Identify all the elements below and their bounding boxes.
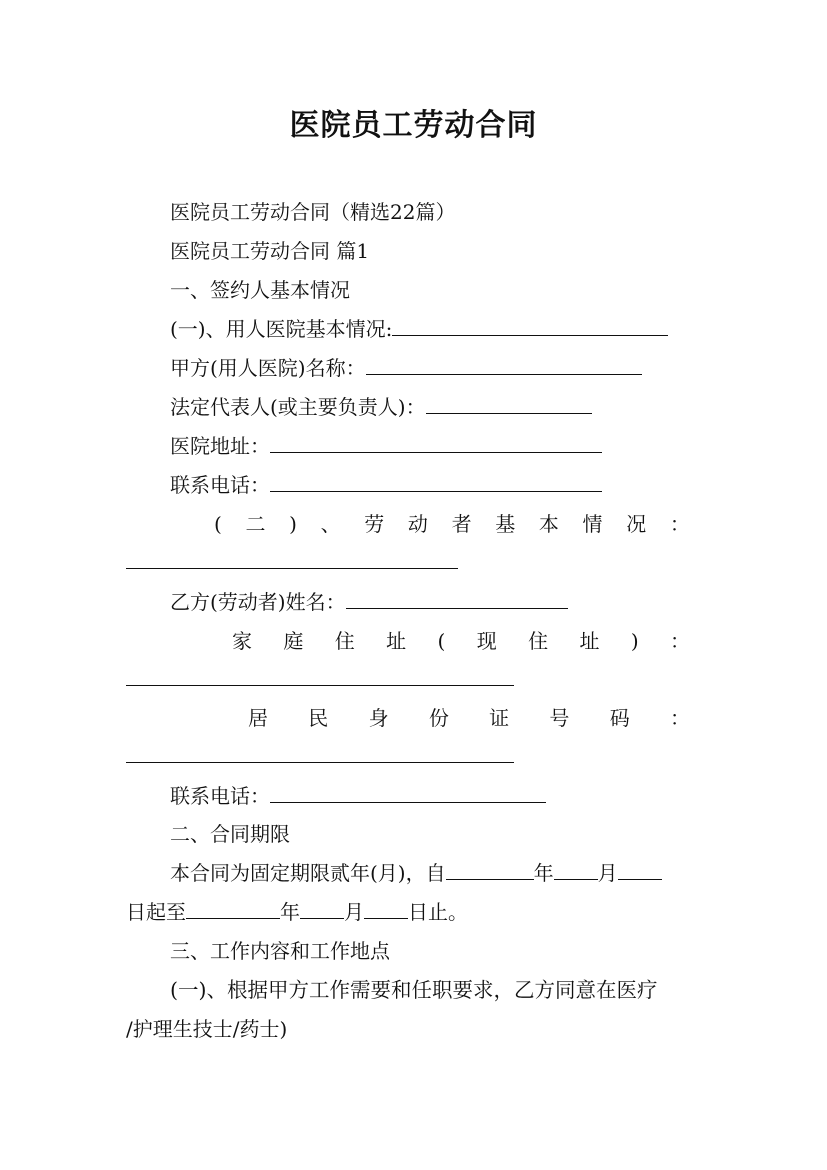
- char: 况: [626, 512, 647, 536]
- year-unit: 年: [280, 900, 300, 924]
- worker-name-blank[interactable]: [346, 588, 568, 609]
- id-number-heading: [248, 704, 690, 732]
- worker-phone-label: 联系电话：: [170, 784, 270, 808]
- employer-phone-label: 联系电话：: [170, 473, 270, 497]
- hospital-address-line: [170, 432, 602, 460]
- hospital-address-blank[interactable]: [270, 432, 602, 453]
- char: 号: [549, 706, 570, 730]
- char: 码: [609, 706, 630, 730]
- clause-heading: 二、合同期限: [170, 822, 290, 846]
- char: 住: [528, 629, 549, 653]
- clause-heading: 一、签约人基本情况: [170, 278, 350, 302]
- home-address-blank[interactable]: [126, 685, 514, 686]
- month-unit: 月: [344, 900, 364, 924]
- char: ：: [669, 512, 690, 536]
- char: ): [630, 629, 639, 653]
- char: 民: [308, 706, 329, 730]
- term-line-2: [126, 898, 468, 926]
- char: 基: [495, 512, 516, 536]
- subtitle-line: 医院员工劳动合同（精选22篇）: [170, 200, 456, 224]
- char: 情: [582, 512, 603, 536]
- char: 份: [428, 706, 449, 730]
- clause-heading: 三、工作内容和工作地点: [170, 939, 390, 963]
- char: 二: [245, 512, 266, 536]
- employer-info-label: (一)、用人医院基本情况:: [170, 317, 393, 341]
- char: 、: [320, 512, 341, 536]
- worker-name-line: [170, 588, 568, 616]
- start-month-blank[interactable]: [554, 859, 598, 880]
- month-unit: 月: [597, 861, 618, 885]
- legal-rep-label: 法定代表人(或主要负责人)：: [170, 395, 426, 419]
- char: 劳: [364, 512, 385, 536]
- term-text: 本合同为固定期限贰年(月)，自: [170, 861, 446, 885]
- char: 址: [579, 629, 600, 653]
- employer-name-blank[interactable]: [366, 354, 642, 375]
- char: ：: [670, 629, 690, 653]
- end-month-blank[interactable]: [300, 898, 344, 919]
- body-text: (一)、根据甲方工作需要和任职要求，乙方同意在医疗: [170, 978, 658, 1002]
- document-title: 医院员工劳动合同: [289, 108, 538, 143]
- char: 居: [248, 706, 268, 730]
- section-heading: 医院员工劳动合同 篇1: [170, 239, 370, 263]
- legal-rep-line: [170, 393, 592, 421]
- worker-name-label: 乙方(劳动者)姓名：: [170, 590, 346, 614]
- char: (: [437, 629, 446, 653]
- char: 住: [334, 629, 355, 653]
- year-unit: 年: [533, 861, 554, 885]
- end-day-blank[interactable]: [364, 898, 408, 919]
- employer-phone-blank[interactable]: [270, 471, 602, 492]
- term-line-1: [170, 859, 662, 887]
- term-text: 日起至: [126, 900, 186, 924]
- home-address-heading: [232, 627, 690, 655]
- start-day-blank[interactable]: [618, 859, 662, 880]
- hospital-address-label: 医院地址：: [170, 434, 270, 458]
- end-year-blank[interactable]: [186, 898, 280, 919]
- char: 本: [538, 512, 559, 536]
- employer-info-blank[interactable]: [392, 315, 668, 336]
- char: 庭: [283, 629, 304, 653]
- char: 动: [407, 512, 428, 536]
- body-text: /护理生技士/药士): [126, 1017, 288, 1041]
- worker-phone-line: [170, 782, 546, 810]
- char: 址: [386, 629, 407, 653]
- char: 身: [368, 706, 389, 730]
- employer-name-line: [170, 354, 642, 382]
- worker-phone-blank[interactable]: [270, 782, 546, 803]
- term-end-text: 日止。: [408, 900, 468, 924]
- char: ：: [669, 706, 690, 730]
- employer-info-line: [170, 315, 668, 343]
- start-year-blank[interactable]: [446, 859, 534, 880]
- char: 家: [232, 629, 252, 653]
- char: ): [289, 512, 297, 536]
- char: 者: [451, 512, 472, 536]
- id-number-blank[interactable]: [126, 762, 514, 763]
- worker-info-heading: [214, 510, 690, 538]
- worker-info-blank[interactable]: [126, 568, 458, 569]
- char: 现: [476, 629, 497, 653]
- legal-rep-blank[interactable]: [426, 393, 592, 414]
- char: (: [214, 512, 222, 536]
- employer-phone-line: [170, 471, 602, 499]
- char: 证: [489, 706, 510, 730]
- employer-name-label: 甲方(用人医院)名称：: [170, 356, 366, 380]
